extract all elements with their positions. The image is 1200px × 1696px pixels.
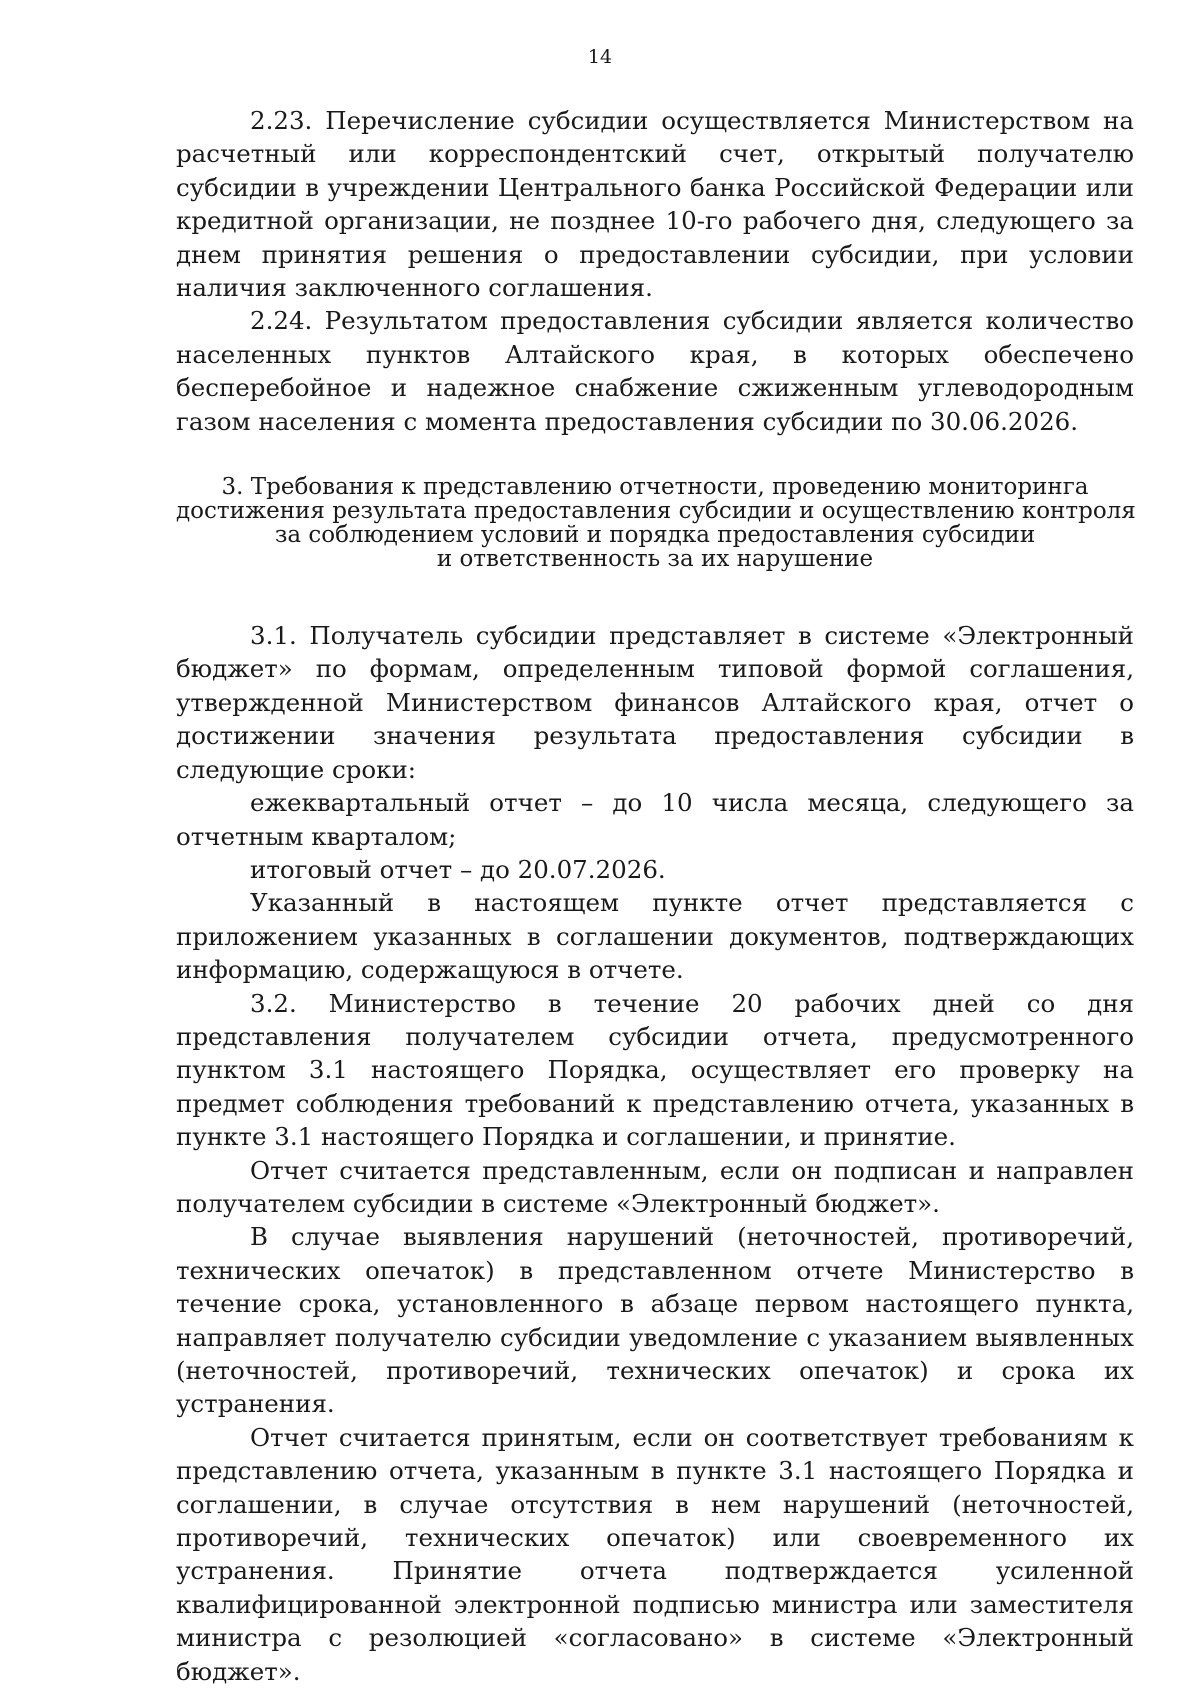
heading-line: и ответственность за их нарушение	[436, 546, 874, 573]
paragraph-quarterly-report: ежеквартальный отчет – до 10 числа месяца, следующего за отчетным кварталом;	[176, 788, 1134, 851]
paragraph-final-report: итоговый отчет – до 20.07.2026.	[250, 854, 666, 884]
document-body	[176, 104, 1134, 1688]
paragraph-report-accepted: Отчет считается принятым, если он соответствует требованиям к представлению отчета, указанным в пункте 3.1 настоящего Порядка и соглашении, в случае отсутствия в нем нарушений (неточностей, противоречий, технических опечаток) или своевременного их устранения. Принятие отчета подтверждается усиленной квалифицированной электронной подписью министра или заместителя министра с резолюцией «согласовано» в системе «Электронный бюджет».	[176, 1422, 1134, 1686]
section-3-heading	[176, 475, 1134, 571]
paragraph-2-24: 2.24. Результатом предоставления субсидии является количество населенных пунктов Алтайского края, в которых обеспечено бесперебойное и надежное снабжение сжиженным углеводородным газом населения с момента предоставления субсидии по 30.06.2026.	[176, 306, 1134, 436]
heading-line: за соблюдением условий и порядка предоставления субсидии	[274, 522, 1036, 549]
heading-line: достижения результата предоставления субсидии и осуществлению контроля	[176, 498, 1136, 525]
heading-line: 3. Требования к представлению отчетности, проведению мониторинга	[221, 474, 1089, 501]
paragraph-3-2: 3.2. Министерство в течение 20 рабочих дней со дня представления получателем субсидии отчета, предусмотренного пунктом 3.1 настоящего Порядка, осуществляет его проверку на предмет соблюдения требований к представлению отчета, указанных в пункте 3.1 настоящего Порядка и соглашении, и принятие.	[176, 988, 1134, 1152]
paragraph-report-attachments: Указанный в настоящем пункте отчет представляется с приложением указанных в соглашении документов, подтверждающих информацию, содержащуюся в отчете.	[176, 888, 1134, 985]
paragraph-3-1: 3.1. Получатель субсидии представляет в системе «Электронный бюджет» по формам, определенным типовой формой соглашения, утвержденной Министерством финансов Алтайского края, отчет о достижении значения результата предоставления субсидии в следующие сроки:	[176, 621, 1134, 784]
paragraph-report-submitted: Отчет считается представленным, если он подписан и направлен получателем субсидии в системе «Электронный бюджет».	[176, 1155, 1134, 1218]
page-number: 14	[587, 46, 613, 68]
paragraph-2-23: 2.23. Перечисление субсидии осуществляется Министерством на расчетный или корреспондентский счет, открытый получателю субсидии в учреждении Центрального банка Российской Федерации или кредитной организации, не позднее 10-го рабочего дня, следующего за днем принятия решения о предоставлении субсидии, при условии наличия заключенного соглашения.	[176, 106, 1134, 303]
paragraph-violations: В случае выявления нарушений (неточностей, противоречий, технических опечаток) в представленном отчете Министерство в течение срока, установленного в абзаце первом настоящего пункта, направляет получателю субсидии уведомление с указанием выявленных (неточностей, противоречий, технических опечаток) и срока их устранения.	[176, 1222, 1134, 1419]
